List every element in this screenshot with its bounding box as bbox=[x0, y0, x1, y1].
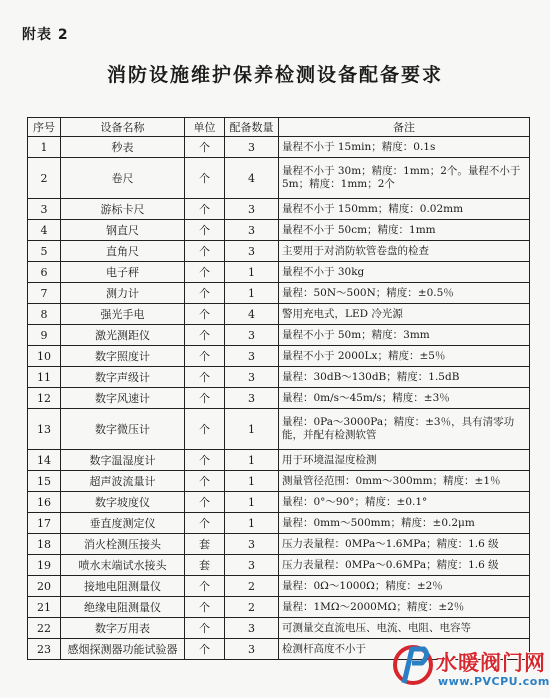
cell-qty: 1 bbox=[225, 283, 279, 304]
table-row bbox=[28, 534, 530, 555]
cell-name: 直角尺 bbox=[61, 241, 185, 262]
table-row bbox=[28, 199, 530, 220]
cell-no: 20 bbox=[28, 576, 61, 597]
cell-qty: 3 bbox=[225, 325, 279, 346]
cell-name: 数字温湿度计 bbox=[61, 450, 185, 471]
cell-note: 量程：0°～90°；精度：±0.1° bbox=[279, 492, 530, 513]
table-row bbox=[28, 409, 530, 450]
cell-name: 激光测距仪 bbox=[61, 325, 185, 346]
cell-qty: 3 bbox=[225, 388, 279, 409]
header-name: 设备名称 bbox=[61, 118, 185, 137]
cell-unit: 个 bbox=[185, 367, 225, 388]
table-row bbox=[28, 367, 530, 388]
header-unit: 单位 bbox=[185, 118, 225, 137]
cell-note: 量程不小于 50m；精度：3mm bbox=[279, 325, 530, 346]
cell-no: 3 bbox=[28, 199, 61, 220]
cell-no: 4 bbox=[28, 220, 61, 241]
cell-note: 量程不小于 50cm；精度：1mm bbox=[279, 220, 530, 241]
cell-qty: 3 bbox=[225, 241, 279, 262]
cell-no: 23 bbox=[28, 639, 61, 660]
cell-note: 量程不小于 15min；精度：0.1s bbox=[279, 137, 530, 158]
table-row bbox=[28, 325, 530, 346]
cell-note: 测量管径范围：0mm～300mm；精度：±1％ bbox=[279, 471, 530, 492]
cell-note: 主要用于对消防软管卷盘的检查 bbox=[279, 241, 530, 262]
cell-no: 9 bbox=[28, 325, 61, 346]
table-row bbox=[28, 241, 530, 262]
cell-qty: 2 bbox=[225, 576, 279, 597]
cell-no: 1 bbox=[28, 137, 61, 158]
cell-note: 警用充电式，LED 冷光源 bbox=[279, 304, 530, 325]
cell-unit: 个 bbox=[185, 450, 225, 471]
cell-name: 数字万用表 bbox=[61, 618, 185, 639]
cell-note: 量程：0mm～500mm；精度：±0.2μm bbox=[279, 513, 530, 534]
cell-name: 绝缘电阻测量仪 bbox=[61, 597, 185, 618]
table-row bbox=[28, 346, 530, 367]
cell-unit: 个 bbox=[185, 137, 225, 158]
table-row bbox=[28, 262, 530, 283]
cell-no: 22 bbox=[28, 618, 61, 639]
cell-name: 游标卡尺 bbox=[61, 199, 185, 220]
cell-qty: 1 bbox=[225, 409, 279, 450]
cell-no: 7 bbox=[28, 283, 61, 304]
cell-name: 垂直度测定仪 bbox=[61, 513, 185, 534]
table-row bbox=[28, 492, 530, 513]
cell-unit: 个 bbox=[185, 346, 225, 367]
cell-no: 18 bbox=[28, 534, 61, 555]
cell-qty: 3 bbox=[225, 199, 279, 220]
cell-unit: 个 bbox=[185, 409, 225, 450]
cell-no: 10 bbox=[28, 346, 61, 367]
cell-no: 21 bbox=[28, 597, 61, 618]
cell-no: 15 bbox=[28, 471, 61, 492]
cell-no: 2 bbox=[28, 158, 61, 199]
table-row bbox=[28, 618, 530, 639]
cell-note: 量程不小于 2000Lx；精度：±5％ bbox=[279, 346, 530, 367]
cell-no: 5 bbox=[28, 241, 61, 262]
cell-no: 12 bbox=[28, 388, 61, 409]
cell-qty: 3 bbox=[225, 618, 279, 639]
cell-unit: 个 bbox=[185, 241, 225, 262]
cell-unit: 个 bbox=[185, 618, 225, 639]
cell-unit: 套 bbox=[185, 555, 225, 576]
cell-note: 量程：0m/s～45m/s；精度：±3％ bbox=[279, 388, 530, 409]
table-row bbox=[28, 471, 530, 492]
cell-qty: 1 bbox=[225, 513, 279, 534]
cell-qty: 3 bbox=[225, 220, 279, 241]
table-row bbox=[28, 513, 530, 534]
equipment-table bbox=[27, 117, 530, 660]
cell-unit: 个 bbox=[185, 492, 225, 513]
table-row bbox=[28, 137, 530, 158]
cell-unit: 个 bbox=[185, 388, 225, 409]
cell-name: 数字风速计 bbox=[61, 388, 185, 409]
cell-unit: 个 bbox=[185, 513, 225, 534]
cell-name: 数字坡度仪 bbox=[61, 492, 185, 513]
cell-note: 量程：50N～500N；精度：±0.5％ bbox=[279, 283, 530, 304]
cell-note: 量程：1MΩ～2000MΩ；精度：±2％ bbox=[279, 597, 530, 618]
cell-name: 数字照度计 bbox=[61, 346, 185, 367]
cell-unit: 个 bbox=[185, 283, 225, 304]
cell-unit: 个 bbox=[185, 262, 225, 283]
cell-qty: 4 bbox=[225, 304, 279, 325]
cell-name: 感烟探测器功能试验器 bbox=[61, 639, 185, 660]
cell-unit: 个 bbox=[185, 199, 225, 220]
watermark bbox=[392, 639, 550, 698]
table-row bbox=[28, 158, 530, 199]
watermark-url: www.PVCPU.com bbox=[438, 675, 550, 688]
header-no: 序号 bbox=[28, 118, 61, 137]
table-body bbox=[28, 137, 530, 660]
watermark-text: 水暖阀门网 bbox=[436, 651, 546, 675]
cell-name: 接地电阻测量仪 bbox=[61, 576, 185, 597]
header-qty: 配备数量 bbox=[225, 118, 279, 137]
cell-note: 量程：0Pa～3000Pa；精度：±3％，具有清零功能，并配有检测软管 bbox=[279, 409, 530, 450]
cell-qty: 2 bbox=[225, 597, 279, 618]
cell-qty: 3 bbox=[225, 137, 279, 158]
table-row bbox=[28, 283, 530, 304]
table-row bbox=[28, 450, 530, 471]
table-row bbox=[28, 388, 530, 409]
page-title: 消防设施维护保养检测设备配备要求 bbox=[106, 64, 443, 86]
cell-qty: 1 bbox=[225, 471, 279, 492]
cell-unit: 个 bbox=[185, 639, 225, 660]
cell-name: 测力计 bbox=[61, 283, 185, 304]
cell-note: 量程：30dB～130dB；精度：1.5dB bbox=[279, 367, 530, 388]
cell-no: 17 bbox=[28, 513, 61, 534]
cell-unit: 个 bbox=[185, 576, 225, 597]
table-row bbox=[28, 597, 530, 618]
cell-qty: 3 bbox=[225, 639, 279, 660]
cell-name: 电子秤 bbox=[61, 262, 185, 283]
cell-qty: 3 bbox=[225, 346, 279, 367]
cell-name: 钢直尺 bbox=[61, 220, 185, 241]
cell-note: 压力表量程：0MPa～1.6MPa；精度：1.6 级 bbox=[279, 534, 530, 555]
table-row bbox=[28, 555, 530, 576]
cell-qty: 3 bbox=[225, 555, 279, 576]
cell-note: 检测杆高度不小于 bbox=[279, 639, 530, 660]
cell-unit: 个 bbox=[185, 304, 225, 325]
cell-name: 卷尺 bbox=[61, 158, 185, 199]
cell-note: 可测量交直流电压、电流、电阻、电容等 bbox=[279, 618, 530, 639]
cell-unit: 个 bbox=[185, 597, 225, 618]
cell-no: 16 bbox=[28, 492, 61, 513]
cell-name: 超声波流量计 bbox=[61, 471, 185, 492]
cell-no: 11 bbox=[28, 367, 61, 388]
table-row bbox=[28, 304, 530, 325]
cell-unit: 套 bbox=[185, 534, 225, 555]
cell-name: 喷水末端试水接头 bbox=[61, 555, 185, 576]
cell-note: 压力表量程：0MPa～0.6MPa；精度：1.6 级 bbox=[279, 555, 530, 576]
cell-unit: 个 bbox=[185, 220, 225, 241]
cell-no: 13 bbox=[28, 409, 61, 450]
cell-qty: 4 bbox=[225, 158, 279, 199]
cell-qty: 3 bbox=[225, 367, 279, 388]
cell-qty: 1 bbox=[225, 262, 279, 283]
cell-qty: 1 bbox=[225, 492, 279, 513]
cell-note: 量程不小于 30m；精度：1mm；2个。量程不小于 5m；精度：1mm；2个 bbox=[279, 158, 530, 199]
cell-name: 数字声级计 bbox=[61, 367, 185, 388]
cell-unit: 个 bbox=[185, 325, 225, 346]
attachment-label: 附表 2 bbox=[22, 27, 69, 43]
table-row bbox=[28, 220, 530, 241]
cell-no: 19 bbox=[28, 555, 61, 576]
table-header-row bbox=[28, 118, 530, 137]
cell-name: 消火栓测压接头 bbox=[61, 534, 185, 555]
cell-note: 量程不小于 150mm；精度：0.02mm bbox=[279, 199, 530, 220]
cell-note: 用于环境温湿度检测 bbox=[279, 450, 530, 471]
cell-no: 8 bbox=[28, 304, 61, 325]
cell-no: 6 bbox=[28, 262, 61, 283]
watermark-logo-icon bbox=[392, 641, 434, 691]
cell-unit: 个 bbox=[185, 471, 225, 492]
cell-qty: 3 bbox=[225, 534, 279, 555]
cell-name: 秒表 bbox=[61, 137, 185, 158]
cell-qty: 1 bbox=[225, 450, 279, 471]
cell-unit: 个 bbox=[185, 158, 225, 199]
cell-name: 数字微压计 bbox=[61, 409, 185, 450]
cell-note: 量程：0Ω～1000Ω；精度：±2％ bbox=[279, 576, 530, 597]
header-note: 备注 bbox=[279, 118, 530, 137]
cell-no: 14 bbox=[28, 450, 61, 471]
table-row bbox=[28, 576, 530, 597]
cell-name: 强光手电 bbox=[61, 304, 185, 325]
cell-note: 量程不小于 30kg bbox=[279, 262, 530, 283]
